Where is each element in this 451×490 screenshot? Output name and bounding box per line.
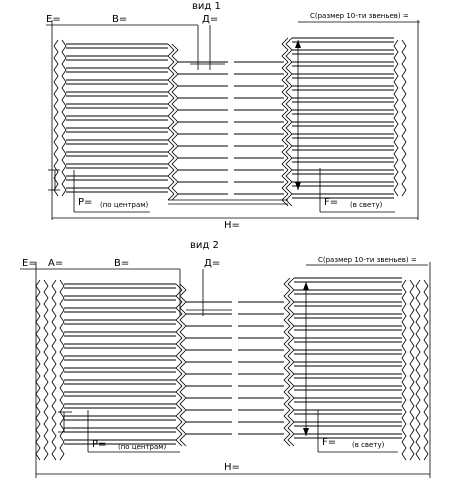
view-2 — [20, 240, 430, 478]
view-2-belt-mesh — [36, 278, 428, 460]
view-1-label-d: Д= — [202, 14, 219, 25]
view-1-label-b: B= — [112, 14, 128, 25]
view-1-label-f-note: (в свету) — [350, 201, 383, 209]
view-2-title: вид 2 — [190, 240, 219, 251]
view-1-label-p: P= — [78, 197, 93, 208]
view-1 — [46, 1, 420, 231]
view-1-label-h: H= — [224, 220, 240, 231]
view-2-label-f-note: (в свету) — [352, 441, 385, 449]
view-1-belt-mesh — [54, 38, 406, 206]
view-1-label-c: С(размер 10-ти звеньев) = — [310, 12, 409, 20]
view-1-label-p-note: (по центрам) — [100, 201, 149, 209]
view-1-label-f: F= — [324, 197, 339, 208]
view-2-label-f: F= — [322, 437, 337, 448]
view-2-label-e: E= — [22, 258, 37, 269]
view-2-label-p-note: (по центрам) — [118, 443, 167, 451]
view-2-label-h: H= — [224, 462, 240, 473]
view-2-label-d: Д= — [204, 258, 221, 269]
view-1-label-e: E= — [46, 14, 61, 25]
view-2-label-p: P= — [92, 439, 107, 450]
view-2-label-b: B= — [114, 258, 130, 269]
view-1-title: вид 1 — [192, 1, 221, 12]
view-2-label-a: A= — [48, 258, 64, 269]
view-2-label-c: С(размер 10-ти звеньев) = — [318, 256, 417, 264]
